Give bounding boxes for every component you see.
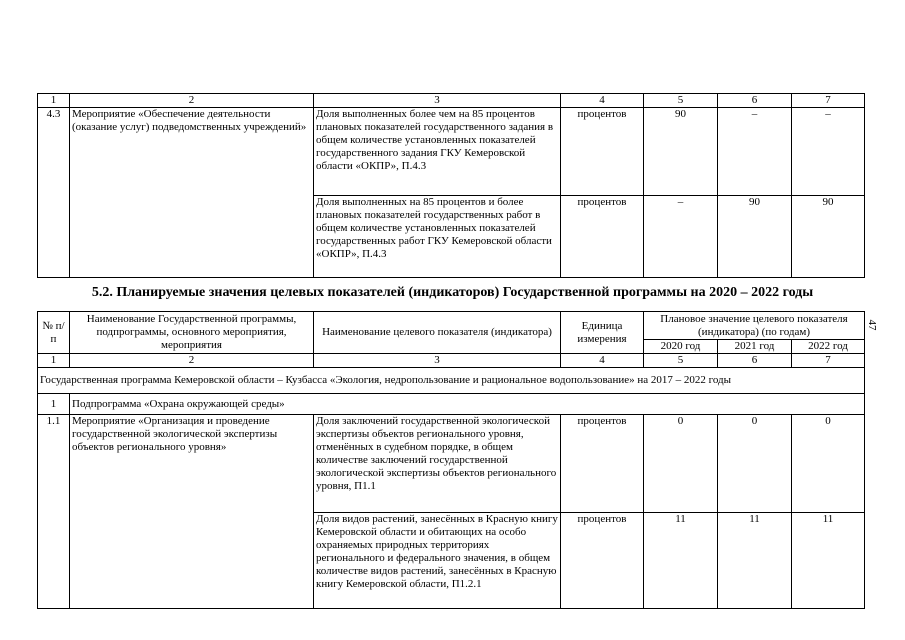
section-heading: 5.2. Планируемые значения целевых показателей (индикаторов) Государственной программы на 2020 – 2022 годы [91,285,814,300]
col-number: 3 [314,354,561,368]
unit-cell: процентов [561,415,644,513]
value-2020: – [644,196,718,278]
col-number: 5 [644,354,718,368]
page-number: 47 [866,319,878,331]
value-2022: – [792,108,865,196]
col-number: 4 [561,354,644,368]
unit-cell: процентов [561,513,644,609]
unit-cell: процентов [561,196,644,278]
value-2020: 90 [644,108,718,196]
header-year-2020: 2020 год [644,340,718,354]
table-row [38,415,865,513]
value-2021: 11 [718,513,792,609]
value-2021: 90 [718,196,792,278]
program-row [38,368,865,394]
header-row [38,312,865,340]
col-number: 2 [70,354,314,368]
value-2020: 0 [644,415,718,513]
unit-cell: процентов [561,108,644,196]
value-2022: 0 [792,415,865,513]
col-number: 7 [792,354,865,368]
column-number-row [38,94,865,108]
program-title: Государственная программа Кемеровской области – Кузбасса «Экология, недропользование и рациональное водопользование» на 2017 – 2022 годы [38,368,865,394]
column-number-row [38,354,865,368]
indicator-name: Доля выполненных на 85 процентов и более плановых показателей государственных работ в общем количестве установленных показателей государственных работ ГКУ Кемеровской области «ОКПР», П.4.3 [314,196,561,278]
value-2020: 11 [644,513,718,609]
header-name: Наименование Государственной программы, подпрограммы, основного мероприятия, мероприятия [70,312,314,354]
header-plan: Плановое значение целевого показателя (индикатора) (по годам) [644,312,865,340]
indicator-table [37,311,865,609]
row-number: 4.3 [38,108,70,278]
value-2022: 90 [792,196,865,278]
col-number: 1 [38,94,70,108]
subprogram-row [38,394,865,415]
col-number: 1 [38,354,70,368]
indicator-name: Доля заключений государственной экологической экспертизы объектов регионального уровня, отменённых в судебном порядке, в общем количестве заключений государственной экологической экспертизы объектов регионального уровня, П1.1 [314,415,561,513]
header-indicator: Наименование целевого показателя (индикатора) [314,312,561,354]
table-continuation [37,93,865,278]
measure-name: Мероприятие «Организация и проведение государственной экологической экспертизы объектов регионального уровня» [70,415,314,609]
col-number: 6 [718,94,792,108]
value-2021: – [718,108,792,196]
value-2022: 11 [792,513,865,609]
indicator-name: Доля выполненных более чем на 85 процентов плановых показателей государственного задания в общем количестве установленных показателей государственного задания ГКУ Кемеровской области «ОКПР», П.4.3 [314,108,561,196]
col-number: 5 [644,94,718,108]
header-num: № п/п [38,312,70,354]
indicator-name: Доля видов растений, занесённых в Красную книгу Кемеровской области и обитающих на особо охраняемых природных территориях регионального и федерального значения, в общем количестве видов растений, занесённых в Красную книгу Кемеровской области, П1.2.1 [314,513,561,609]
table-row [38,108,865,196]
col-number: 7 [792,94,865,108]
value-2021: 0 [718,415,792,513]
col-number: 2 [70,94,314,108]
subprogram-title: Подпрограмма «Охрана окружающей среды» [70,394,865,415]
header-year-2022: 2022 год [792,340,865,354]
row-number: 1 [38,394,70,415]
row-number: 1.1 [38,415,70,609]
col-number: 3 [314,94,561,108]
col-number: 4 [561,94,644,108]
col-number: 6 [718,354,792,368]
header-year-2021: 2021 год [718,340,792,354]
header-unit: Единица измерения [561,312,644,354]
measure-name: Мероприятие «Обеспечение деятельности (оказание услуг) подведомственных учреждений» [70,108,314,278]
